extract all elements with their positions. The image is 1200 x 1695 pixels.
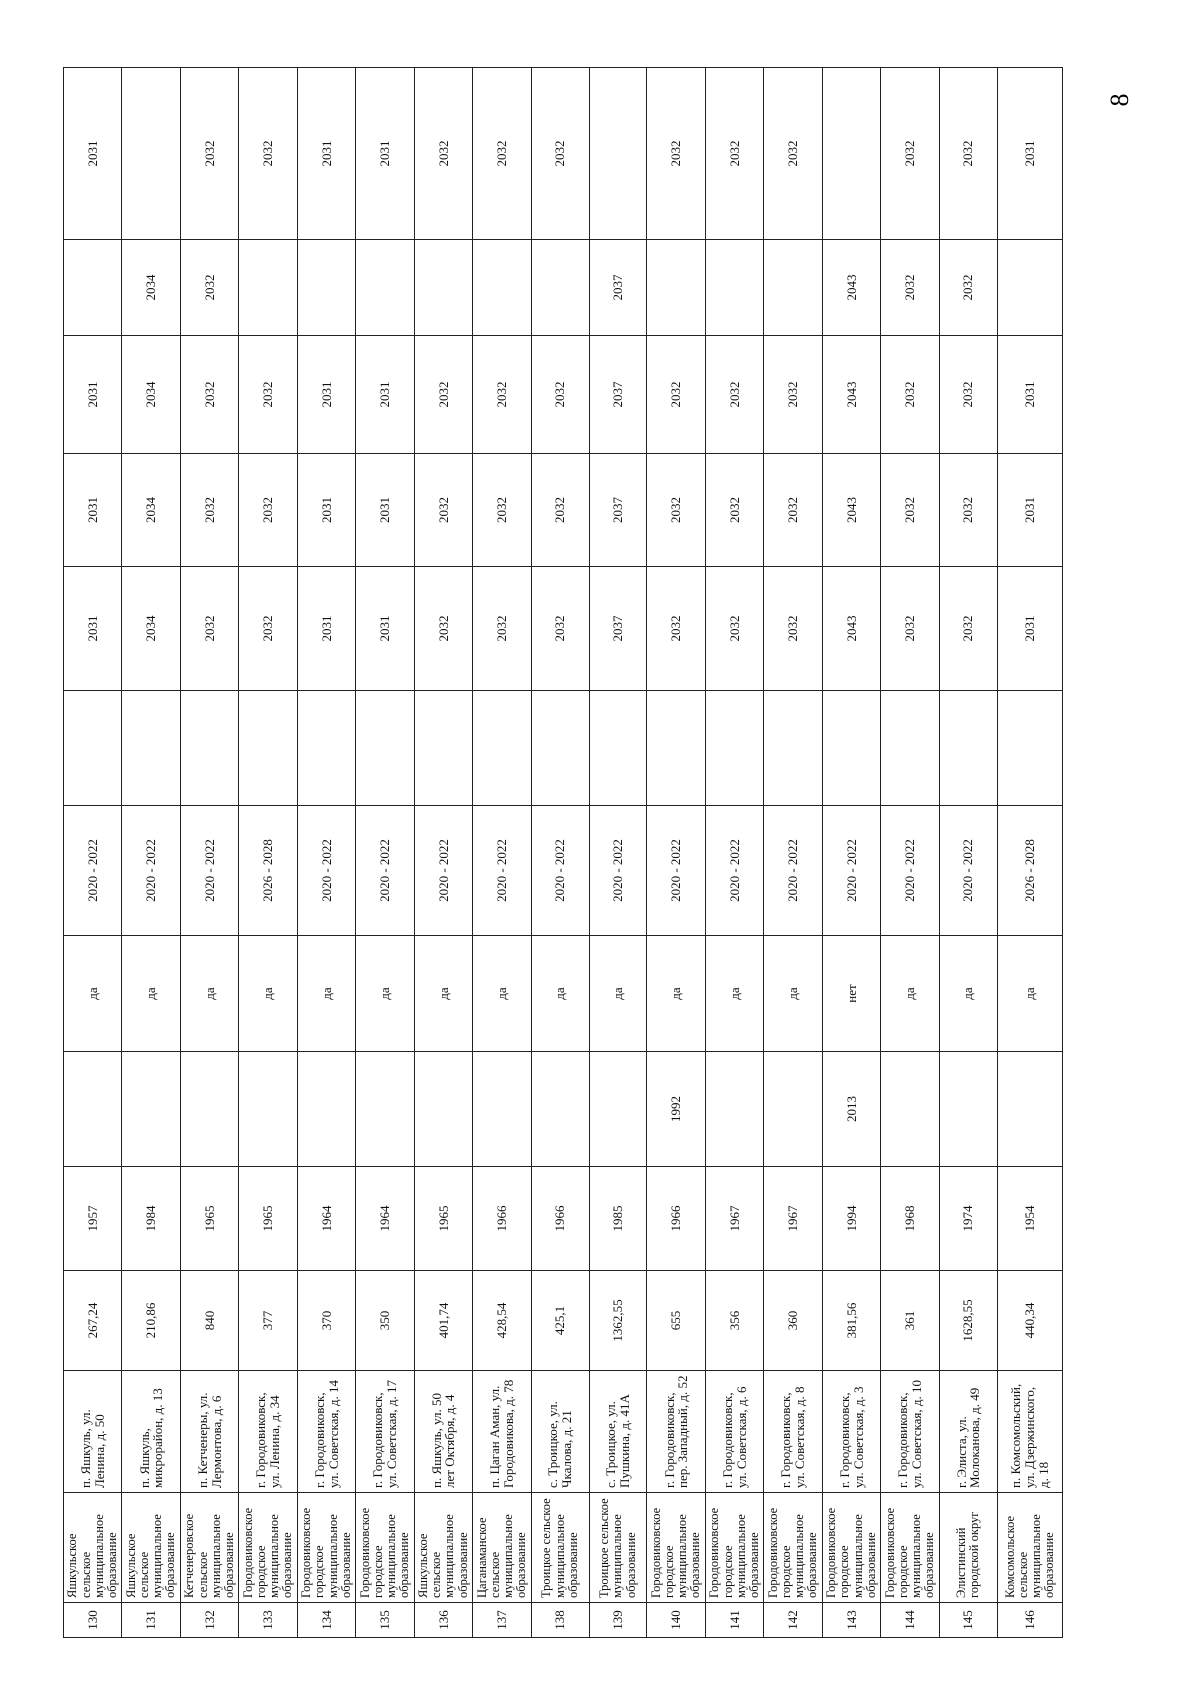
cell-area: 655 <box>647 1271 705 1371</box>
cell-period: 2020 - 2022 <box>356 806 414 936</box>
cell-address: п. Яшкуль, микрорайон, д. 13 <box>122 1371 180 1493</box>
cell-col11: 2032 <box>473 454 531 567</box>
cell-address: г. Элиста, ул. Молоканова, д. 49 <box>939 1371 997 1493</box>
cell-year-built: 1966 <box>473 1167 531 1271</box>
cell-address: г. Городовиковск, ул. Советская, д. 17 <box>356 1371 414 1493</box>
cell-repair-needed: да <box>239 936 297 1052</box>
cell-col13: 2034 <box>122 240 180 336</box>
table-row <box>705 68 763 1638</box>
table-row <box>997 68 1062 1638</box>
cell-period: 2020 - 2022 <box>414 806 472 936</box>
cell-period: 2026 - 2028 <box>239 806 297 936</box>
cell-year-built: 1974 <box>939 1167 997 1271</box>
cell-col11: 2032 <box>705 454 763 567</box>
cell-col14: 2031 <box>297 68 355 240</box>
cell-address: г. Городовиковск, ул. Советская, д. 6 <box>705 1371 763 1493</box>
cell-col14: 2032 <box>414 68 472 240</box>
cell-year-built: 1964 <box>297 1167 355 1271</box>
cell-col13: 2032 <box>881 240 939 336</box>
cell-row-number: 141 <box>705 1603 763 1638</box>
cell-address: г. Городовиковск, ул. Советская, д. 14 <box>297 1371 355 1493</box>
table-row <box>822 68 880 1638</box>
cell-col14: 2031 <box>356 68 414 240</box>
cell-col11: 2037 <box>589 454 647 567</box>
cell-col12: 2037 <box>589 336 647 454</box>
table-row <box>356 68 414 1638</box>
cell-col10: 2031 <box>64 567 122 691</box>
cell-row-number: 135 <box>356 1603 414 1638</box>
cell-year-reconstruction <box>297 1052 355 1167</box>
table-row <box>764 68 822 1638</box>
cell-col9 <box>122 691 180 806</box>
cell-address: г. Городовиковск, ул. Советская, д. 10 <box>881 1371 939 1493</box>
cell-year-reconstruction <box>531 1052 589 1167</box>
cell-col14: 2032 <box>939 68 997 240</box>
cell-year-reconstruction <box>473 1052 531 1167</box>
table-row <box>473 68 531 1638</box>
cell-col9 <box>414 691 472 806</box>
cell-year-reconstruction <box>939 1052 997 1167</box>
cell-col12: 2031 <box>64 336 122 454</box>
cell-col13 <box>64 240 122 336</box>
cell-col9 <box>881 691 939 806</box>
cell-address: г. Городовиковск, ул. Ленина, д. 34 <box>239 1371 297 1493</box>
cell-year-built: 1965 <box>414 1167 472 1271</box>
cell-col14: 2032 <box>705 68 763 240</box>
cell-area: 360 <box>764 1271 822 1371</box>
cell-col12: 2031 <box>297 336 355 454</box>
cell-col11: 2032 <box>414 454 472 567</box>
cell-col10: 2032 <box>939 567 997 691</box>
cell-year-reconstruction <box>414 1052 472 1167</box>
cell-period: 2020 - 2022 <box>180 806 238 936</box>
cell-col9 <box>180 691 238 806</box>
cell-year-built: 1966 <box>647 1167 705 1271</box>
cell-year-built: 1965 <box>239 1167 297 1271</box>
cell-municipality: Яшкульское сельское муниципальное образование <box>64 1493 122 1603</box>
cell-year-reconstruction <box>64 1052 122 1167</box>
cell-municipality: Городовиковское городское муниципальное образование <box>647 1493 705 1603</box>
cell-col13: 2032 <box>939 240 997 336</box>
cell-year-built: 1994 <box>822 1167 880 1271</box>
cell-col9 <box>64 691 122 806</box>
cell-area: 425,1 <box>531 1271 589 1371</box>
cell-col12: 2032 <box>473 336 531 454</box>
cell-col10: 2032 <box>705 567 763 691</box>
cell-row-number: 137 <box>473 1603 531 1638</box>
cell-col11: 2032 <box>180 454 238 567</box>
table-row <box>647 68 705 1638</box>
cell-area: 401,74 <box>414 1271 472 1371</box>
cell-area: 428,54 <box>473 1271 531 1371</box>
cell-period: 2020 - 2022 <box>589 806 647 936</box>
cell-repair-needed: да <box>997 936 1062 1052</box>
register-table <box>63 67 1063 1638</box>
cell-municipality: Комсомольское сельское муниципальное образование <box>997 1493 1062 1603</box>
cell-period: 2026 - 2028 <box>997 806 1062 936</box>
cell-period: 2020 - 2022 <box>647 806 705 936</box>
cell-col10: 2032 <box>764 567 822 691</box>
cell-repair-needed: да <box>473 936 531 1052</box>
cell-row-number: 132 <box>180 1603 238 1638</box>
cell-year-built: 1957 <box>64 1167 122 1271</box>
cell-col13 <box>356 240 414 336</box>
cell-col13: 2043 <box>822 240 880 336</box>
table-row <box>297 68 355 1638</box>
cell-repair-needed: да <box>764 936 822 1052</box>
cell-col13 <box>414 240 472 336</box>
cell-repair-needed: да <box>531 936 589 1052</box>
cell-area: 377 <box>239 1271 297 1371</box>
cell-municipality: Городовиковское городское муниципальное образование <box>356 1493 414 1603</box>
cell-area: 440,34 <box>997 1271 1062 1371</box>
cell-area: 1628,55 <box>939 1271 997 1371</box>
cell-col14: 2031 <box>997 68 1062 240</box>
cell-col14: 2032 <box>531 68 589 240</box>
cell-row-number: 136 <box>414 1603 472 1638</box>
cell-address: г. Городовиковск, пер. Западный, д. 52 <box>647 1371 705 1493</box>
cell-col11: 2032 <box>939 454 997 567</box>
cell-year-built: 1964 <box>356 1167 414 1271</box>
rotated-table-container <box>63 68 1063 1638</box>
table-row <box>414 68 472 1638</box>
cell-period: 2020 - 2022 <box>64 806 122 936</box>
cell-col10: 2031 <box>297 567 355 691</box>
page-number: 8 <box>1105 93 1134 107</box>
cell-address: с. Троицкое, ул. Чкалова, д. 21 <box>531 1371 589 1493</box>
cell-col9 <box>822 691 880 806</box>
cell-area: 381,56 <box>822 1271 880 1371</box>
cell-col10: 2043 <box>822 567 880 691</box>
cell-col14: 2032 <box>647 68 705 240</box>
cell-period: 2020 - 2022 <box>705 806 763 936</box>
cell-repair-needed: да <box>180 936 238 1052</box>
cell-col9 <box>239 691 297 806</box>
cell-area: 1362,55 <box>589 1271 647 1371</box>
cell-municipality: Городовиковское городское муниципальное образование <box>239 1493 297 1603</box>
cell-col12: 2032 <box>705 336 763 454</box>
cell-row-number: 144 <box>881 1603 939 1638</box>
table-row <box>122 68 180 1638</box>
cell-repair-needed: да <box>939 936 997 1052</box>
cell-municipality: Цаганаманское сельское муниципальное образование <box>473 1493 531 1603</box>
cell-col13: 2037 <box>589 240 647 336</box>
cell-col12: 2031 <box>356 336 414 454</box>
cell-area: 361 <box>881 1271 939 1371</box>
cell-row-number: 133 <box>239 1603 297 1638</box>
cell-area: 370 <box>297 1271 355 1371</box>
cell-col11: 2031 <box>356 454 414 567</box>
cell-col11: 2031 <box>64 454 122 567</box>
cell-row-number: 130 <box>64 1603 122 1638</box>
cell-col10: 2031 <box>356 567 414 691</box>
cell-year-built: 1966 <box>531 1167 589 1271</box>
cell-col9 <box>356 691 414 806</box>
cell-period: 2020 - 2022 <box>122 806 180 936</box>
cell-col10: 2032 <box>239 567 297 691</box>
cell-col10: 2032 <box>647 567 705 691</box>
cell-col10: 2032 <box>881 567 939 691</box>
cell-year-built: 1985 <box>589 1167 647 1271</box>
cell-row-number: 140 <box>647 1603 705 1638</box>
cell-repair-needed: да <box>122 936 180 1052</box>
cell-col13 <box>531 240 589 336</box>
cell-col13 <box>473 240 531 336</box>
cell-col12: 2032 <box>764 336 822 454</box>
table-row <box>239 68 297 1638</box>
cell-municipality: Троицкое сельское муниципальное образование <box>589 1493 647 1603</box>
cell-year-built: 1967 <box>705 1167 763 1271</box>
cell-repair-needed: да <box>881 936 939 1052</box>
cell-col14 <box>122 68 180 240</box>
cell-year-reconstruction <box>881 1052 939 1167</box>
cell-col9 <box>531 691 589 806</box>
cell-col14: 2032 <box>881 68 939 240</box>
cell-col13 <box>764 240 822 336</box>
cell-col10: 2037 <box>589 567 647 691</box>
cell-col9 <box>297 691 355 806</box>
cell-col9 <box>589 691 647 806</box>
cell-repair-needed: да <box>356 936 414 1052</box>
cell-period: 2020 - 2022 <box>939 806 997 936</box>
cell-period: 2020 - 2022 <box>531 806 589 936</box>
cell-col11: 2043 <box>822 454 880 567</box>
cell-period: 2020 - 2022 <box>822 806 880 936</box>
table-row <box>881 68 939 1638</box>
cell-row-number: 145 <box>939 1603 997 1638</box>
cell-municipality: Яшкульское сельское муниципальное образование <box>414 1493 472 1603</box>
cell-col11: 2031 <box>997 454 1062 567</box>
cell-col12: 2032 <box>239 336 297 454</box>
cell-period: 2020 - 2022 <box>764 806 822 936</box>
cell-col14: 2032 <box>239 68 297 240</box>
cell-period: 2020 - 2022 <box>473 806 531 936</box>
cell-municipality: Городовиковское городское муниципальное образование <box>297 1493 355 1603</box>
cell-municipality: Городовиковское городское муниципальное образование <box>764 1493 822 1603</box>
cell-period: 2020 - 2022 <box>297 806 355 936</box>
cell-municipality: Городовиковское городское муниципальное образование <box>822 1493 880 1603</box>
cell-row-number: 143 <box>822 1603 880 1638</box>
cell-area: 356 <box>705 1271 763 1371</box>
cell-col13 <box>997 240 1062 336</box>
cell-year-reconstruction <box>239 1052 297 1167</box>
cell-address: п. Комсомольский, ул. Дзержинского, д. 18 <box>997 1371 1062 1493</box>
cell-col12: 2043 <box>822 336 880 454</box>
cell-municipality: Городовиковское городское муниципальное образование <box>705 1493 763 1603</box>
cell-col9 <box>705 691 763 806</box>
cell-col12: 2031 <box>997 336 1062 454</box>
cell-address: г. Городовиковск, ул. Советская, д. 8 <box>764 1371 822 1493</box>
cell-address: с. Троицкое, ул. Пушкина, д. 41А <box>589 1371 647 1493</box>
cell-year-built: 1954 <box>997 1167 1062 1271</box>
cell-period: 2020 - 2022 <box>881 806 939 936</box>
table-row <box>180 68 238 1638</box>
cell-year-reconstruction <box>122 1052 180 1167</box>
table-row <box>531 68 589 1638</box>
cell-col12: 2032 <box>180 336 238 454</box>
cell-municipality: Элистинский городской округ <box>939 1493 997 1603</box>
cell-col10: 2032 <box>531 567 589 691</box>
cell-col13 <box>705 240 763 336</box>
cell-address: г. Городовиковск, ул. Советская, д. 3 <box>822 1371 880 1493</box>
cell-col11: 2032 <box>764 454 822 567</box>
cell-year-reconstruction <box>180 1052 238 1167</box>
cell-col11: 2032 <box>239 454 297 567</box>
cell-municipality: Троицкое сельское муниципальное образование <box>531 1493 589 1603</box>
cell-area: 267,24 <box>64 1271 122 1371</box>
cell-col14: 2031 <box>64 68 122 240</box>
cell-col14: 2032 <box>473 68 531 240</box>
cell-row-number: 142 <box>764 1603 822 1638</box>
cell-address: п. Яшкуль, ул. 50 лет Октября, д. 4 <box>414 1371 472 1493</box>
cell-municipality: Городовиковское городское муниципальное образование <box>881 1493 939 1603</box>
cell-year-reconstruction <box>764 1052 822 1167</box>
cell-address: п. Яшкуль, ул. Ленина, д. 50 <box>64 1371 122 1493</box>
cell-col10: 2032 <box>473 567 531 691</box>
cell-repair-needed: нет <box>822 936 880 1052</box>
cell-address: п. Кетченеры, ул. Лермонтова, д. 6 <box>180 1371 238 1493</box>
cell-col12: 2032 <box>531 336 589 454</box>
cell-col13 <box>647 240 705 336</box>
cell-col14 <box>589 68 647 240</box>
cell-col10: 2034 <box>122 567 180 691</box>
cell-repair-needed: да <box>297 936 355 1052</box>
cell-year-reconstruction <box>997 1052 1062 1167</box>
cell-row-number: 131 <box>122 1603 180 1638</box>
cell-year-built: 1967 <box>764 1167 822 1271</box>
cell-col14 <box>822 68 880 240</box>
cell-col11: 2032 <box>531 454 589 567</box>
cell-col12: 2032 <box>939 336 997 454</box>
cell-col9 <box>647 691 705 806</box>
cell-col13 <box>297 240 355 336</box>
cell-row-number: 139 <box>589 1603 647 1638</box>
cell-col9 <box>939 691 997 806</box>
cell-municipality: Яшкульское сельское муниципальное образование <box>122 1493 180 1603</box>
cell-col11: 2032 <box>647 454 705 567</box>
cell-year-built: 1984 <box>122 1167 180 1271</box>
cell-year-built: 1965 <box>180 1167 238 1271</box>
cell-col11: 2032 <box>881 454 939 567</box>
cell-col9 <box>473 691 531 806</box>
cell-repair-needed: да <box>589 936 647 1052</box>
cell-area: 840 <box>180 1271 238 1371</box>
cell-year-reconstruction: 2013 <box>822 1052 880 1167</box>
cell-year-built: 1968 <box>881 1167 939 1271</box>
cell-address: п. Цаган Аман, ул. Городовикова, д. 78 <box>473 1371 531 1493</box>
cell-year-reconstruction <box>705 1052 763 1167</box>
cell-col13: 2032 <box>180 240 238 336</box>
cell-col12: 2032 <box>647 336 705 454</box>
cell-col14: 2032 <box>764 68 822 240</box>
cell-repair-needed: да <box>647 936 705 1052</box>
cell-col9 <box>764 691 822 806</box>
cell-col10: 2032 <box>414 567 472 691</box>
cell-row-number: 134 <box>297 1603 355 1638</box>
cell-area: 350 <box>356 1271 414 1371</box>
cell-col12: 2034 <box>122 336 180 454</box>
cell-col10: 2031 <box>997 567 1062 691</box>
cell-repair-needed: да <box>705 936 763 1052</box>
table-row <box>939 68 997 1638</box>
cell-year-reconstruction: 1992 <box>647 1052 705 1167</box>
cell-col12: 2032 <box>881 336 939 454</box>
cell-col12: 2032 <box>414 336 472 454</box>
cell-repair-needed: да <box>414 936 472 1052</box>
cell-municipality: Кетченеровское сельское муниципальное образование <box>180 1493 238 1603</box>
cell-col14: 2032 <box>180 68 238 240</box>
cell-row-number: 146 <box>997 1603 1062 1638</box>
cell-col10: 2032 <box>180 567 238 691</box>
cell-area: 210,86 <box>122 1271 180 1371</box>
cell-year-reconstruction <box>589 1052 647 1167</box>
cell-row-number: 138 <box>531 1603 589 1638</box>
cell-col11: 2031 <box>297 454 355 567</box>
cell-col13 <box>239 240 297 336</box>
cell-col9 <box>997 691 1062 806</box>
cell-col11: 2034 <box>122 454 180 567</box>
cell-repair-needed: да <box>64 936 122 1052</box>
cell-year-reconstruction <box>356 1052 414 1167</box>
table-row <box>64 68 122 1638</box>
table-row <box>589 68 647 1638</box>
